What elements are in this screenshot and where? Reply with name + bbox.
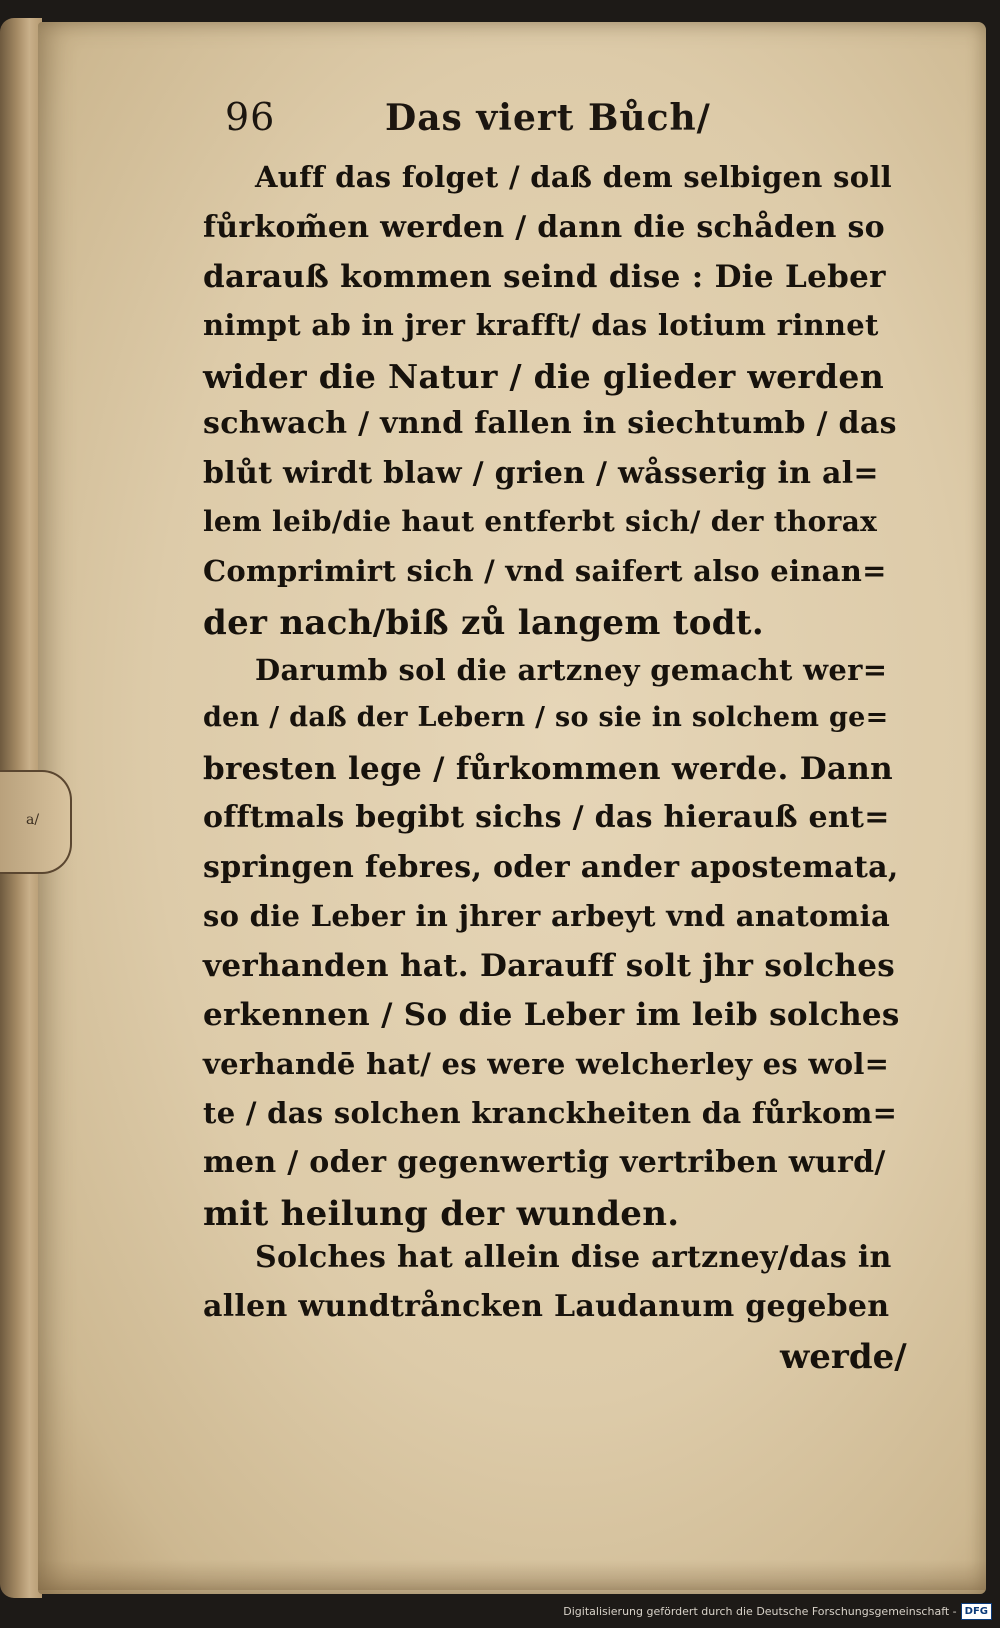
text-line: so die Leber in jhrer arbeyt vnd anatomia <box>203 899 891 933</box>
text-line: mit heilung der wunden. <box>203 1194 680 1234</box>
text-line: verhanden hat. Darauff solt jhr solches <box>203 948 895 984</box>
running-title: Das viert Bůch/ <box>385 97 711 139</box>
tab-mark: a/ <box>26 812 40 828</box>
text-line: te / das solchen kranckheiten da fůrkom= <box>203 1096 898 1130</box>
catchword: werde/ <box>780 1337 907 1377</box>
text-line: bresten lege / fůrkommen werde. Dann <box>203 751 893 787</box>
text-line: men / oder gegenwertig vertriben wurd/ <box>203 1145 886 1180</box>
text-line: nimpt ab in jrer krafft/ das lotium rinnet <box>203 308 879 342</box>
text-line: verhandē hat/ es were welcherley es wol= <box>203 1047 890 1081</box>
text-line: wider die Natur / die glieder werden <box>203 357 885 396</box>
text-line: lem leib/die haut entferbt sich/ der thorax <box>203 505 878 538</box>
text-line: blůt wirdt blaw / grien / wåsserig in al= <box>203 456 879 491</box>
page-bottom-shadow <box>38 1560 986 1590</box>
text-line: fůrkom̃en werden / dann die schåden so <box>203 210 885 245</box>
page-header <box>225 95 725 145</box>
text-line: schwach / vnnd fallen in siechtumb / das <box>203 406 897 441</box>
text-line: darauß kommen seind dise : Die Leber <box>203 259 886 295</box>
text-line: Auff das folget / daß dem selbigen soll <box>255 160 892 194</box>
text-line: allen wundtråncken Laudanum gegeben <box>203 1289 890 1324</box>
page-tab <box>0 770 72 874</box>
text-line: Darumb sol die artzney gemacht wer= <box>255 653 888 687</box>
text-line: der nach/biß zů langem todt. <box>203 603 764 643</box>
credit-text: Digitalisierung gefördert durch die Deutsche Forschungsgemeinschaft - <box>563 1604 957 1618</box>
text-line: erkennen / So die Leber im leib solches <box>203 997 900 1033</box>
digitization-credit <box>563 1600 992 1622</box>
text-line: Solches hat allein dise artzney/das in <box>255 1240 892 1275</box>
text-line: springen febres, oder ander apostemata, <box>203 850 899 885</box>
text-line: den / daß der Lebern / so sie in solchem ge= <box>203 702 889 733</box>
page-number: 96 <box>225 95 276 139</box>
dfg-logo: DFG <box>961 1603 992 1620</box>
text-line: offtmals begibt sichs / das hierauß ent= <box>203 800 890 835</box>
text-line: Comprimirt sich / vnd saifert also einan= <box>203 554 887 588</box>
